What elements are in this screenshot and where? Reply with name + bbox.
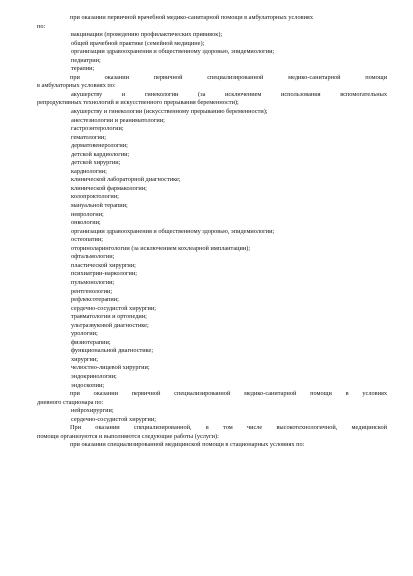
text-line: мануальной терапии;	[71, 202, 128, 210]
text-line: рентгенологии;	[71, 287, 113, 295]
text-line: клинической фармакологии;	[71, 184, 147, 192]
text-line: онкологии;	[71, 219, 101, 227]
text-line: акушерству и гинекологии (за исключением использования вспомогательных	[71, 90, 387, 98]
text-line: урологии;	[71, 330, 98, 338]
text-line: при оказании специализированной медицинской помощи в стационарных условиях по:	[70, 441, 305, 449]
text-line: вакцинации (проведению профилактических прививок);	[71, 31, 223, 39]
text-line: травматологии и ортопедии;	[71, 313, 147, 321]
text-line: детской кардиологии;	[71, 150, 130, 158]
text-line: оториноларингологии (за исключением кохлеарной имплантации);	[71, 244, 251, 252]
text-line: функциональной диагностике;	[71, 347, 154, 355]
text-line: организации здравоохранения и общественному здоровью, эпидемиологии;	[71, 227, 275, 235]
text-line: колопроктологии;	[71, 193, 119, 201]
text-line: репродуктивных технологий и искусственного прерывания беременности);	[37, 99, 239, 107]
text-line: в амбулаторных условиях по:	[37, 82, 116, 90]
text-line: челюстно-лицевой хирургии;	[71, 364, 150, 372]
text-line: при оказании первичной специализированной медико-санитарной помощи	[70, 73, 387, 81]
text-line: рефлексотерапии;	[71, 296, 119, 304]
text-line: физиотерапии;	[71, 338, 111, 346]
text-line: сердечно-сосудистой хирургии;	[71, 415, 157, 423]
text-line: при оказании первичной врачебной медико-санитарной помощи в амбулаторных условиях	[70, 14, 313, 21]
text-line: офтальмологии;	[71, 253, 115, 261]
text-line: терапии;	[71, 65, 95, 73]
text-line: пластической хирургии;	[71, 261, 136, 269]
text-line: кардиологии;	[71, 167, 107, 175]
text-line: анестезиологии и реаниматологии;	[71, 116, 165, 124]
text-line: эндокринологии;	[71, 372, 117, 380]
text-line: При оказании специализированной, в том числе высокотехнологичной, медицинской	[70, 424, 387, 432]
text-line: общей врачебной практике (семейной медицине);	[71, 39, 205, 47]
text-line: клинической лабораторной диагностике;	[71, 176, 181, 184]
text-line: эндоскопии;	[71, 381, 105, 389]
text-line: сердечно-сосудистой хирургии;	[71, 304, 157, 312]
text-line: гастроэнтерологии;	[71, 125, 124, 133]
text-line: детской хирургии;	[71, 159, 121, 167]
text-line: хирургии;	[71, 355, 98, 363]
text-line: при оказании первичной специализированной медико-санитарной помощи в условиях	[70, 390, 387, 398]
text-line: педиатрии;	[71, 56, 101, 64]
text-line: неврологии;	[71, 210, 104, 218]
text-line: по:	[37, 22, 46, 30]
text-line: пульмонологии;	[71, 278, 115, 286]
text-line: психиатрии-наркологии;	[71, 270, 137, 278]
text-line: дневного стационара по:	[37, 398, 104, 406]
text-line: ультразвуковой диагностике;	[71, 321, 149, 329]
text-line: дерматовенерологии;	[71, 142, 128, 150]
text-line: гематологии;	[71, 133, 106, 141]
text-line: акушерству и гинекологии (искусственному прерыванию беременности);	[71, 108, 268, 116]
text-line: организации здравоохранения и общественному здоровью, эпидемиологии;	[71, 48, 275, 56]
text-line: остеопатии;	[71, 236, 104, 244]
text-line: нейрохирургии;	[71, 407, 114, 415]
text-line: помощи организуются и выполняются следующие работы (услуги):	[37, 432, 219, 440]
